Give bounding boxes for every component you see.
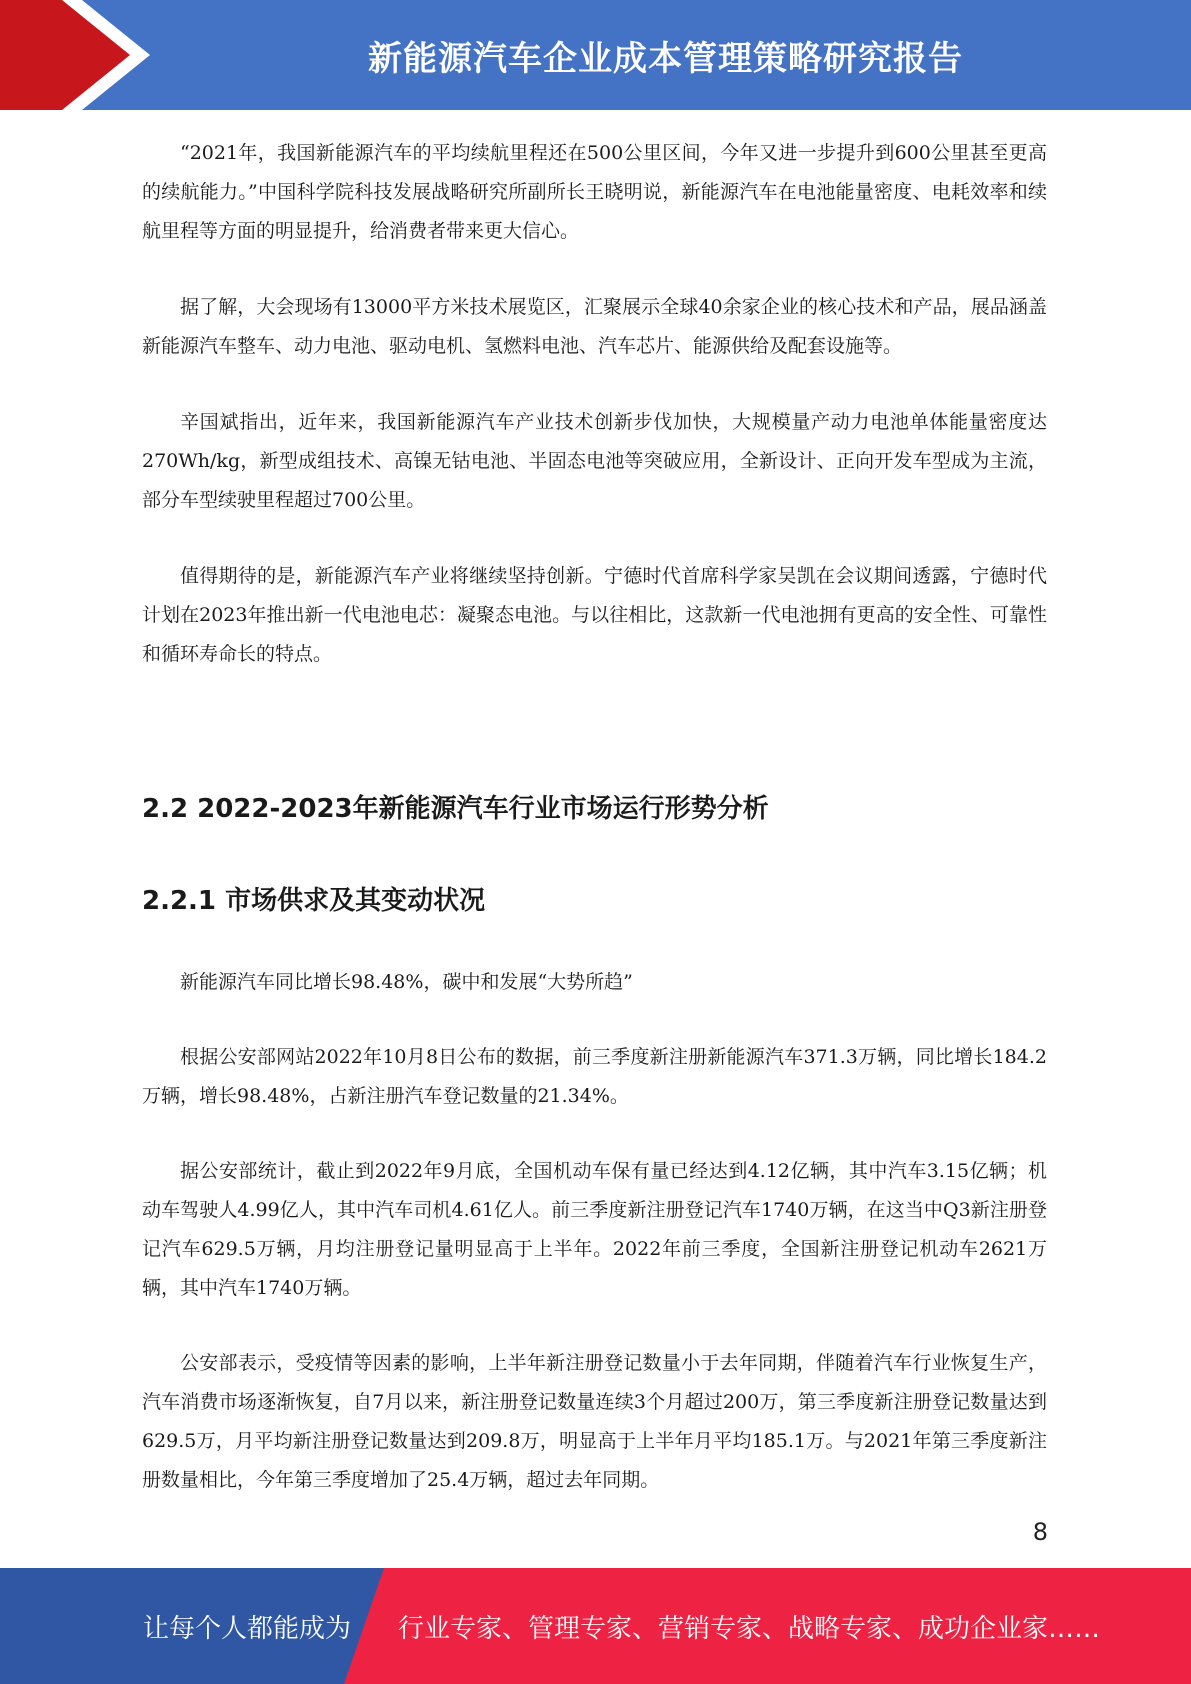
paragraph: 据公安部统计，截止到2022年9月底，全国机动车保有量已经达到4.12亿辆，其中汽车3.15亿辆；机动车驾驶人4.99亿人，其中汽车司机4.61亿人。前三季度新注册登记汽车1740万辆，在这当中Q3新注册登记汽车629.5万辆，月均注册登记量明显高于上半年。2022年前三季度，全国新注册登记机动车2621万辆，其中汽车1740万辆。 (142, 1160, 1047, 1299)
paragraph: 公安部表示，受疫情等因素的影响，上半年新注册登记数量小于去年同期，伴随着汽车行业恢复生产，汽车消费市场逐渐恢复，自7月以来，新注册登记数量连续3个月超过200万，第三季度新注册登记数量达到629.5万，月平均新注册登记数量达到209.8万，明显高于上半年月平均185.1万。与2021年第三季度新注册数量相比，今年第三季度增加了25.4万辆，超过去年同期。 (142, 1352, 1047, 1491)
paragraph: 据了解，大会现场有13000平方米技术展览区，汇聚展示全球40余家企业的核心技术和产品，展品涵盖新能源汽车整车、动力电池、驱动电机、氢燃料电池、汽车芯片、能源供给及配套设施等。 (142, 296, 1047, 357)
paragraph: 辛国斌指出，近年来，我国新能源汽车产业技术创新步伐加快，大规模量产动力电池单体能量密度达270Wh/kg，新型成组技术、高镍无钴电池、半固态电池等突破应用，全新设计、正向开发车型成为主流，部分车型续驶里程超过700公里。 (142, 411, 1047, 511)
paragraph: 值得期待的是，新能源汽车产业将继续坚持创新。宁德时代首席科学家吴凯在会议期间透露，宁德时代计划在2023年推出新一代电池电芯：凝聚态电池。与以往相比，这款新一代电池拥有更高的安全性、可靠性和循环寿命长的特点。 (142, 565, 1047, 665)
paragraph: 根据公安部网站2022年10月8日公布的数据，前三季度新注册新能源汽车371.3万辆，同比增长184.2万辆，增长98.48%，占新注册汽车登记数量的21.34%。 (142, 1046, 1047, 1107)
page-number: 8 (1032, 1518, 1048, 1546)
page-header (0, 0, 1191, 110)
footer-slogan-right: 行业专家、管理专家、营销专家、战略专家、成功企业家…… (398, 1613, 1101, 1644)
bottom-section (142, 963, 1047, 1536)
footer-slogan-left: 让每个人都能成为 (143, 1613, 352, 1644)
paragraph: “2021年，我国新能源汽车的平均续航里程还在500公里区间，今年又进一步提升到600公里甚至更高的续航能力。”中国科学院科技发展战略研究所副所长王晓明说，新能源汽车在电池能量密度、电耗效率和续航里程等方面的明显提升，给消费者带来更大信心。 (142, 142, 1047, 242)
report-title: 新能源汽车企业成本管理策略研究报告 (368, 38, 963, 79)
top-section (142, 134, 1047, 711)
header-arrow-icon (0, 0, 150, 110)
page-footer (0, 1568, 1191, 1684)
paragraph: 新能源汽车同比增长98.48%，碳中和发展“大势所趋” (180, 971, 633, 993)
section-heading-2-2-1: 2.2.1 市场供求及其变动状况 (142, 886, 486, 916)
section-heading-2-2: 2.2 2022-2023年新能源汽车行业市场运行形势分析 (142, 794, 769, 824)
